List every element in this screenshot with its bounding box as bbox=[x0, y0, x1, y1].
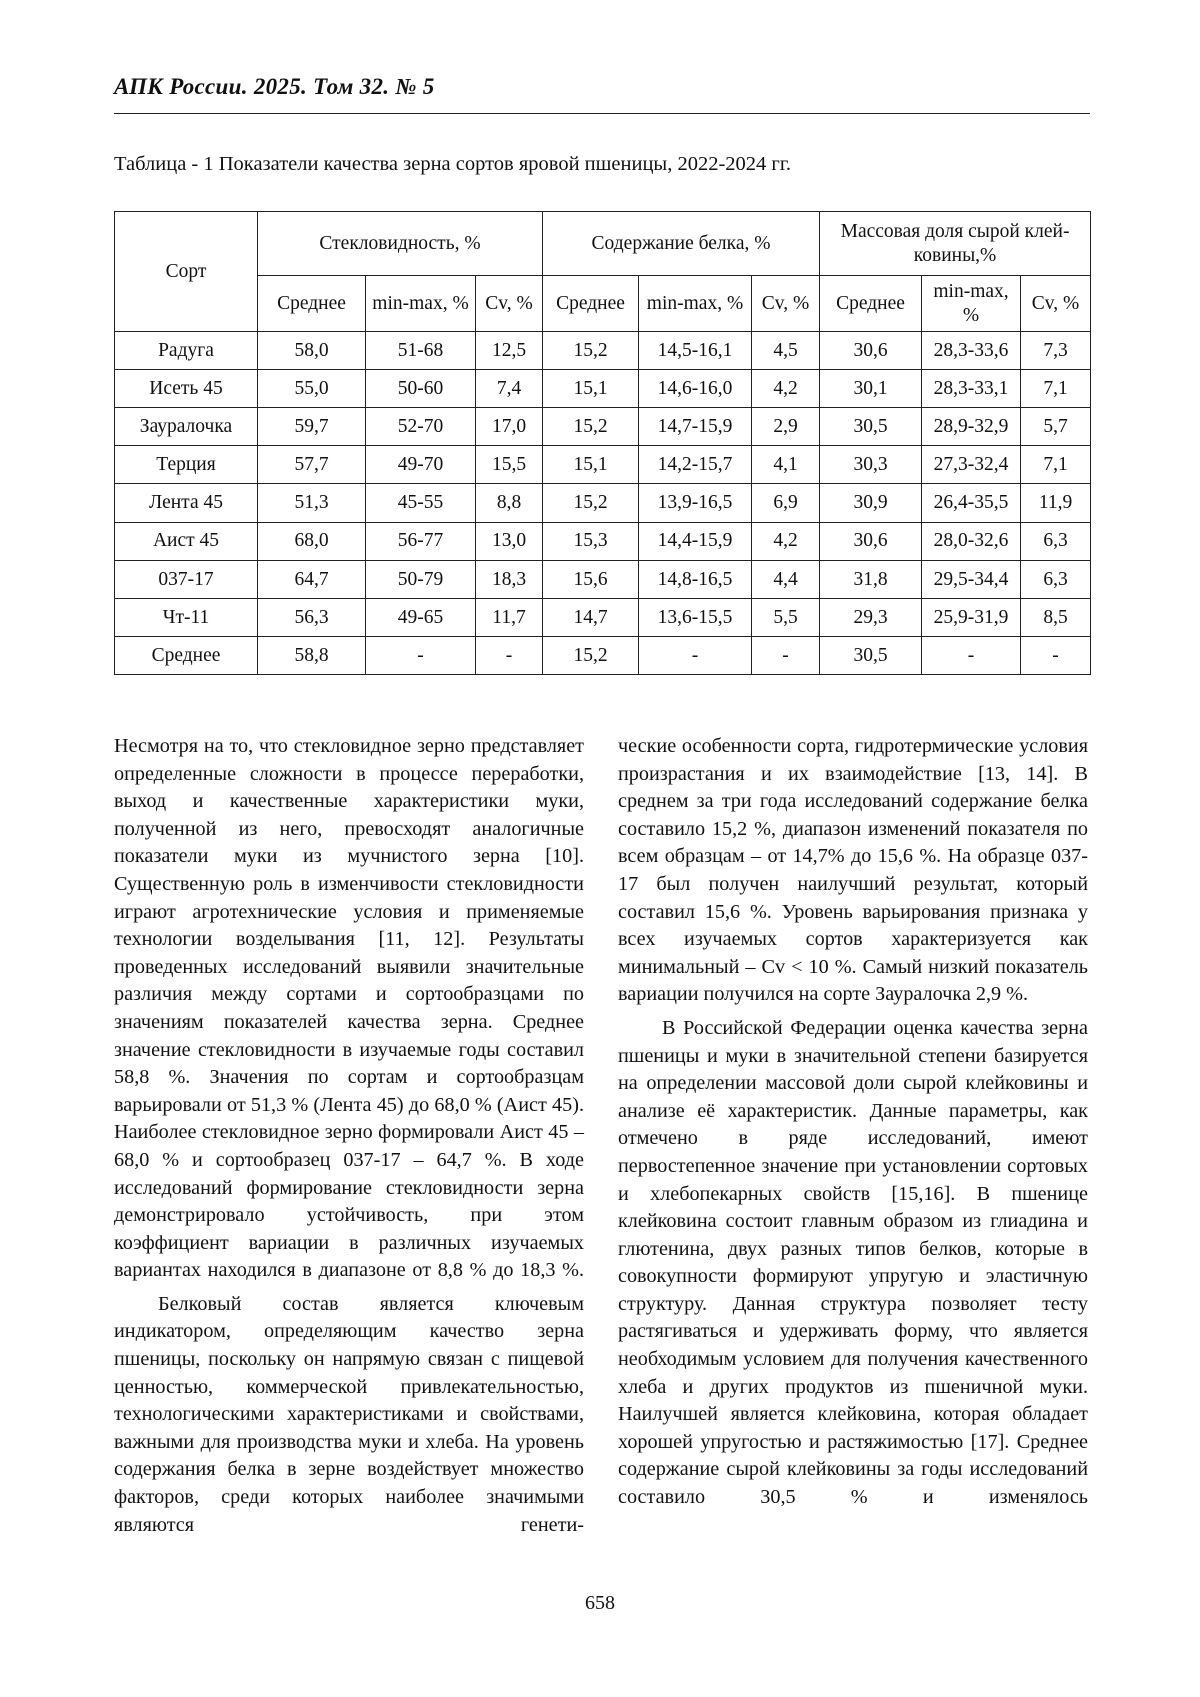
value-cell: 14,7-15,9 bbox=[639, 408, 752, 446]
value-cell: 15,1 bbox=[543, 446, 639, 484]
value-cell: 51-68 bbox=[366, 332, 476, 370]
group-header-vitreousness: Стекловидность, % bbox=[258, 212, 543, 276]
value-cell: 52-70 bbox=[366, 408, 476, 446]
value-cell: 6,9 bbox=[752, 484, 820, 522]
value-cell: 7,1 bbox=[1021, 446, 1091, 484]
value-cell: 7,4 bbox=[476, 370, 543, 408]
variety-cell: Радуга bbox=[115, 332, 258, 370]
value-cell: 14,8-16,5 bbox=[639, 560, 752, 598]
table-row bbox=[115, 408, 1091, 446]
value-cell: - bbox=[639, 636, 752, 674]
value-cell: 6,3 bbox=[1021, 560, 1091, 598]
subheader: Cv, % bbox=[1021, 276, 1091, 332]
value-cell: 49-70 bbox=[366, 446, 476, 484]
value-cell: 6,3 bbox=[1021, 522, 1091, 560]
value-cell: 68,0 bbox=[258, 522, 366, 560]
value-cell: 17,0 bbox=[476, 408, 543, 446]
value-cell: 56,3 bbox=[258, 598, 366, 636]
table-row bbox=[115, 446, 1091, 484]
subheader: Среднее bbox=[820, 276, 922, 332]
value-cell: 55,0 bbox=[258, 370, 366, 408]
paragraph: Белковый состав является ключевым индикатором, определяющим качество зерна пшеницы, поскольку он напрямую связан с пищевой ценностью, коммерческой привлекательностью, технологическими характеристиками и свойствами, важными для производства муки и хлеба. На уровень содержания белка в зерне воздействует множество факторов, среди которых наиболее значимыми являются генети- bbox=[114, 1292, 584, 1536]
value-cell: 30,5 bbox=[820, 636, 922, 674]
value-cell: 15,5 bbox=[476, 446, 543, 484]
value-cell: 58,0 bbox=[258, 332, 366, 370]
value-cell: 58,8 bbox=[258, 636, 366, 674]
value-cell: 25,9-31,9 bbox=[922, 598, 1021, 636]
table-body bbox=[115, 332, 1091, 675]
value-cell: 13,0 bbox=[476, 522, 543, 560]
value-cell: - bbox=[752, 636, 820, 674]
quality-table bbox=[114, 211, 1091, 675]
group-header-gluten: Массовая доля сырой клей-ковины,% bbox=[820, 212, 1091, 276]
subheader: min-max, % bbox=[366, 276, 476, 332]
variety-cell: Лента 45 bbox=[115, 484, 258, 522]
variety-cell: Терция bbox=[115, 446, 258, 484]
value-cell: 50-60 bbox=[366, 370, 476, 408]
value-cell: 57,7 bbox=[258, 446, 366, 484]
value-cell: 11,9 bbox=[1021, 484, 1091, 522]
value-cell: 28,9-32,9 bbox=[922, 408, 1021, 446]
value-cell: 15,2 bbox=[543, 332, 639, 370]
table-caption: Таблица - 1 Показатели качества зерна сортов яровой пшеницы, 2022-2024 гг. bbox=[114, 153, 792, 175]
value-cell: 7,3 bbox=[1021, 332, 1091, 370]
variety-cell: 037-17 bbox=[115, 560, 258, 598]
value-cell: - bbox=[476, 636, 543, 674]
table-row bbox=[115, 484, 1091, 522]
variety-cell: Аист 45 bbox=[115, 522, 258, 560]
variety-cell: Исеть 45 bbox=[115, 370, 258, 408]
value-cell: 15,6 bbox=[543, 560, 639, 598]
value-cell: 13,9-16,5 bbox=[639, 484, 752, 522]
group-header-protein: Содержание белка, % bbox=[543, 212, 820, 276]
value-cell: 15,2 bbox=[543, 408, 639, 446]
value-cell: 51,3 bbox=[258, 484, 366, 522]
header-rule bbox=[114, 113, 1090, 114]
value-cell: 8,5 bbox=[1021, 598, 1091, 636]
value-cell: 29,5-34,4 bbox=[922, 560, 1021, 598]
variety-cell: Чт-11 bbox=[115, 598, 258, 636]
text-column-right bbox=[618, 733, 1088, 1512]
value-cell: - bbox=[366, 636, 476, 674]
table-row bbox=[115, 370, 1091, 408]
value-cell: 4,2 bbox=[752, 370, 820, 408]
value-cell: 14,7 bbox=[543, 598, 639, 636]
paragraph: ческие особенности сорта, гидротермические условия произрастания и их взаимодействие [13, 14]. В среднем за три года исследований содержание белка составило 15,2 %, диапазон изменений показателя по всем образцам – от 14,7% до 15,6 %. На образце 037-17 был получен наилучший результат, который составил 15,6 %. Уровень варьирования признака у всех изучаемых сортов характеризуется как минимальный – Cv < 10 %. Самый низкий показатель вариации получился на сорте Зауралочка 2,9 %. bbox=[618, 735, 1088, 1006]
value-cell: 4,2 bbox=[752, 522, 820, 560]
paragraph: В Российской Федерации оценка качества зерна пшеницы и муки в значительной степени базируется на определении массовой доли сырой клейковины и анализе её характеристик. Данные параметры, как отмечено в ряде исследований, имеют первостепенное значение при установлении сортовых и хлебопекарных свойств [15,16]. В пшенице клейковина состоит главным образом из глиадина и глютенина, двух разных типов белков, которые в совокупности формируют упругую и эластичную структуру. Данная структура позволяет тесту растягиваться и удерживать форму, что является необходимым условием для получения качественного хлеба и других продуктов из пшеничной муки. Наилучшей является клейковина, которая обладает хорошей упругостью и растяжимостью [17]. Среднее содержание сырой клейковины за годы исследований составило 30,5 % и изменялось bbox=[618, 1016, 1088, 1509]
value-cell: 56-77 bbox=[366, 522, 476, 560]
value-cell: 30,5 bbox=[820, 408, 922, 446]
value-cell: 5,7 bbox=[1021, 408, 1091, 446]
value-cell: 4,5 bbox=[752, 332, 820, 370]
value-cell: 30,1 bbox=[820, 370, 922, 408]
value-cell: 29,3 bbox=[820, 598, 922, 636]
value-cell: 8,8 bbox=[476, 484, 543, 522]
variety-header: Сорт bbox=[115, 212, 258, 332]
value-cell: 59,7 bbox=[258, 408, 366, 446]
value-cell: 30,9 bbox=[820, 484, 922, 522]
value-cell: 64,7 bbox=[258, 560, 366, 598]
value-cell: 15,1 bbox=[543, 370, 639, 408]
value-cell: 30,6 bbox=[820, 522, 922, 560]
subheader: Cv, % bbox=[476, 276, 543, 332]
subheader: Среднее bbox=[543, 276, 639, 332]
page-number: 658 bbox=[585, 1592, 615, 1614]
value-cell: 15,3 bbox=[543, 522, 639, 560]
value-cell: - bbox=[1021, 636, 1091, 674]
value-cell: 18,3 bbox=[476, 560, 543, 598]
value-cell: 2,9 bbox=[752, 408, 820, 446]
value-cell: 49-65 bbox=[366, 598, 476, 636]
value-cell: 4,4 bbox=[752, 560, 820, 598]
value-cell: 11,7 bbox=[476, 598, 543, 636]
value-cell: 12,5 bbox=[476, 332, 543, 370]
table-row bbox=[115, 560, 1091, 598]
table-row bbox=[115, 598, 1091, 636]
paragraph: Несмотря на то, что стекловидное зерно представляет определенные сложности в процессе переработки, выход и качественные характеристики муки, полученной из него, превосходят аналогичные показатели муки из мучнистого зерна [10]. Существенную роль в изменчивости стекловидности играют агротехнические условия и применяемые технологии возделывания [11, 12]. Результаты проведенных исследований выявили значительные различия между сортами и сортообразцами по значениям показателей качества зерна. Среднее значение стекловидности в изучаемые годы составил 58,8 %. Значения по сортам и сортообразцам варьировали от 51,3 % (Лента 45) до 68,0 % (Аист 45). Наиболее стекловидное зерно формировали Аист 45 – 68,0 % и сортообразец 037-17 – 64,7 %. В ходе исследований формирование стекловидности зерна демонстрировало устойчивость, при этом коэффициент вариации в различных изучаемых вариантах находился в диапазоне от 8,8 % до 18,3 %. bbox=[114, 735, 584, 1282]
value-cell: 4,1 bbox=[752, 446, 820, 484]
value-cell: 50-79 bbox=[366, 560, 476, 598]
value-cell: 15,2 bbox=[543, 484, 639, 522]
value-cell: 28,0-32,6 bbox=[922, 522, 1021, 560]
value-cell: 31,8 bbox=[820, 560, 922, 598]
subheader: min-max, % bbox=[639, 276, 752, 332]
value-cell: 27,3-32,4 bbox=[922, 446, 1021, 484]
value-cell: 30,6 bbox=[820, 332, 922, 370]
variety-cell: Зауралочка bbox=[115, 408, 258, 446]
value-cell: - bbox=[922, 636, 1021, 674]
value-cell: 30,3 bbox=[820, 446, 922, 484]
value-cell: 7,1 bbox=[1021, 370, 1091, 408]
value-cell: 15,2 bbox=[543, 636, 639, 674]
value-cell: 45-55 bbox=[366, 484, 476, 522]
table-row bbox=[115, 332, 1091, 370]
value-cell: 14,2-15,7 bbox=[639, 446, 752, 484]
text-column-left bbox=[114, 733, 584, 1539]
value-cell: 5,5 bbox=[752, 598, 820, 636]
subheader: Cv, % bbox=[752, 276, 820, 332]
value-cell: 13,6-15,5 bbox=[639, 598, 752, 636]
subheader: Среднее bbox=[258, 276, 366, 332]
value-cell: 28,3-33,1 bbox=[922, 370, 1021, 408]
variety-cell: Среднее bbox=[115, 636, 258, 674]
value-cell: 14,5-16,1 bbox=[639, 332, 752, 370]
table-row bbox=[115, 636, 1091, 674]
value-cell: 14,6-16,0 bbox=[639, 370, 752, 408]
value-cell: 14,4-15,9 bbox=[639, 522, 752, 560]
table-row bbox=[115, 522, 1091, 560]
value-cell: 28,3-33,6 bbox=[922, 332, 1021, 370]
journal-header: АПК России. 2025. Том 32. № 5 bbox=[114, 74, 435, 99]
value-cell: 26,4-35,5 bbox=[922, 484, 1021, 522]
subheader: min-max, % bbox=[922, 276, 1021, 332]
